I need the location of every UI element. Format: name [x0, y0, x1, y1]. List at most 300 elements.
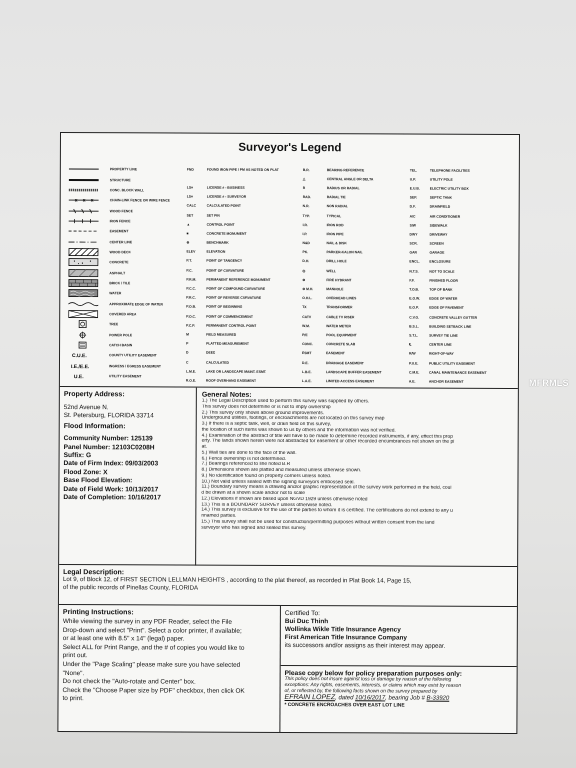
legend-symbol-water-icon	[65, 289, 101, 297]
address-line2: St. Petersburg, FLORIDA 33714	[63, 411, 154, 420]
printing-instruction-line: to print.	[62, 695, 84, 703]
legend-abbr: ESMT	[302, 351, 312, 356]
legend-abbr-label: EASEMENT	[326, 351, 345, 356]
certified-line4: its successors and/or assigns as their interest may appear.	[284, 641, 446, 650]
legend-abbr-item	[187, 210, 297, 220]
svg-text:U.E.: U.E.	[73, 374, 84, 381]
legend-abbr-label: BUILDING SETBACK LINE	[429, 324, 472, 329]
legend-abbr-label: NOT TO SCALE	[429, 269, 455, 274]
legend-abbr-label: ROOF OVERHANG EASEMENT	[205, 378, 257, 383]
legend-abbr: ELEV	[186, 249, 196, 254]
legend-item-brick	[65, 278, 183, 289]
legend-item-concrete	[65, 257, 183, 268]
general-note-line: d be drawn at a shown scale and/or not to scale	[201, 490, 306, 497]
legend-abbr-item	[186, 275, 296, 285]
legend-abbr-item	[302, 239, 408, 249]
legend-item-centerline	[65, 236, 183, 247]
legend-abbr-item	[303, 202, 409, 212]
legend-label: BRICK / TILE	[109, 281, 131, 286]
legend-abbr-label: OVERHEAD LINES	[326, 296, 357, 301]
legend-abbr-item	[409, 303, 517, 313]
legend-abbr-item	[187, 201, 297, 211]
legend-abbr-label: FINISHED FLOOR	[429, 278, 459, 283]
legend-abbr-item	[186, 348, 296, 358]
legend-label: CHAIN-LINK FENCE OR WIRE FENCE	[109, 198, 171, 203]
legend-abbr-item	[186, 238, 296, 248]
legend-abbr: △	[302, 176, 306, 181]
legend-symbol-xline-icon	[66, 196, 102, 204]
legend-symbol-line-icon	[66, 165, 102, 173]
legend-abbr-item	[302, 321, 408, 331]
legend-symbol-concrete-icon	[65, 258, 101, 266]
legend-abbr-item	[302, 248, 408, 258]
legend-abbr-label: RADIUS OR RADIAL	[326, 186, 360, 191]
legend-abbr: FND	[186, 167, 194, 172]
legend-abbr: N&D	[302, 241, 310, 246]
legend-label: PROPERTY LINE	[109, 167, 138, 172]
legend-abbr-item	[302, 257, 408, 267]
certified-line1: Bui Duc Thinh	[284, 617, 329, 625]
legend-abbr-item	[302, 349, 408, 359]
legend-abbr: B.S.L.	[409, 324, 419, 329]
legend-abbr-label: DRAINAGE EASEMENT	[325, 360, 364, 365]
svg-text:x: x	[90, 197, 94, 204]
legend-abbr-item	[303, 220, 409, 230]
legend-abbr: SET	[186, 213, 194, 218]
legend-abbr-item	[186, 293, 296, 303]
legend-column-symbols	[65, 164, 184, 382]
legend-abbr-item	[187, 192, 297, 202]
legend-symbol-hatch-icon	[65, 248, 101, 256]
legend-abbr: TYP.	[302, 213, 310, 218]
legend-label: WOOD FENCE	[109, 208, 134, 213]
legend-abbr-item	[186, 330, 296, 340]
legend-label: UTILITY EASEMENT	[108, 374, 142, 379]
legend-abbr-item	[409, 294, 517, 304]
legend-abbr-label: POINT OF REVERSE CURVATURE	[206, 295, 262, 301]
legend-abbr-label: TOP OF BANK	[429, 287, 453, 292]
general-note-line: 15.) This survey shall not be used for construction/permitting purposes without written consent from the land	[201, 519, 435, 526]
legend-abbr-item	[303, 174, 409, 184]
legend-abbr-item	[302, 275, 408, 285]
printing-instruction-line: Do not check the "Auto-rotate and Center" box.	[62, 678, 196, 686]
legend-symbol-hashline-icon	[66, 207, 102, 215]
legend-item-line	[66, 164, 184, 175]
legend-item-basin	[65, 340, 183, 351]
legend-abbr-label: POINT OF COMPOUND CURVATURE	[206, 286, 266, 291]
legend-item-covered	[65, 309, 183, 320]
legend-abbr-item	[186, 284, 296, 294]
legend-abbr-item	[410, 166, 518, 176]
legend-abbr: T.O.B.	[409, 287, 419, 292]
legend-abbr-label: POINT OF TANGENCY	[206, 259, 243, 264]
printing-instruction-line: Drop-down and select "Print". Select a color printer, if available;	[62, 626, 242, 635]
legend-abbr-label: GARAGE	[429, 250, 445, 255]
address-line1: 52nd Avenue N.	[63, 404, 109, 412]
general-note-line: 9.) No identification found on property corners unless noted.	[201, 473, 332, 479]
legend-abbr-label: DRAINFIELD	[429, 204, 451, 210]
printing-instructions-panel	[58, 605, 281, 732]
base-flood-elevation: Base Flood Elevation:	[63, 477, 133, 485]
legend-item-hatch	[65, 247, 183, 258]
legend-abbr-item	[302, 358, 408, 368]
legend-abbr: E.O.W.	[409, 296, 421, 301]
legend-abbr: CALC	[186, 203, 197, 208]
legend-item-pole	[65, 330, 183, 341]
legal-line2: of the public records of Pinellas County, FLORIDA	[62, 583, 199, 592]
legend-label: ASPHALT	[109, 270, 126, 275]
legend-label: APPROXIMATE EDGE OF WATER	[109, 301, 164, 307]
legend-symbol-wave-icon	[65, 300, 101, 308]
flood-zone: Flood Zone: X	[63, 468, 108, 477]
legend-abbr: C.V.G.	[409, 315, 420, 320]
general-notes-panel	[196, 388, 518, 567]
mls-watermark: MFRMLS	[529, 378, 569, 388]
legend-column-4	[409, 166, 518, 387]
legend-label: CONCRETE	[109, 260, 129, 265]
legend-abbr-item	[409, 358, 517, 368]
legend-abbr-label: SET PIN	[206, 213, 220, 218]
legend-label: WATER	[109, 291, 122, 296]
legend-abbr: PK.	[302, 250, 309, 255]
legend-abbr-label: PUBLIC UTILITY EASEMENT	[428, 361, 476, 366]
legend-abbr: P.T.	[186, 259, 192, 264]
legend-symbol-cue-icon	[65, 351, 101, 359]
legend-abbr-item	[302, 340, 408, 350]
suffix: Suffix: G	[63, 452, 92, 460]
legend-abbr: L.M.E.	[185, 369, 196, 374]
legend-abbr: D.F.	[409, 204, 416, 209]
certified-line2: Wollinka Wikle Title Insurance Agency	[284, 625, 401, 634]
general-note-line: This survey does not determine or is not to imply ownership	[201, 404, 331, 410]
legend-symbol-covered-icon	[65, 310, 101, 318]
legend-abbr-label: CALCULATED POINT	[206, 203, 241, 209]
legend-abbr-item	[186, 266, 296, 276]
legend-abbr: M	[186, 332, 189, 337]
legend-label: COVERED AREA	[109, 312, 137, 317]
legend-abbr: SEP.	[409, 195, 418, 200]
general-note-line: surveyor who has signed and sealed this survey.	[201, 525, 307, 531]
legend-abbr-item	[187, 220, 297, 230]
legend-abbr-label: LICENSE # - BUSINESS	[206, 185, 245, 190]
legend-abbr-label: LAKE OR LANDSCAPE MAINT. ESMT.	[205, 369, 267, 374]
general-note-line: erty. The lands shown herein were not abstracted for easement or other recorded encumbrances not shown on the pl	[201, 438, 455, 445]
legend-label: CENTER LINE	[109, 239, 133, 244]
legend-abbr-label: CENTER LINE	[429, 342, 452, 347]
legend-abbr-label: ANCHOR EASEMENT	[428, 379, 464, 384]
legend-abbr-item	[186, 256, 296, 266]
legend-abbr-item	[302, 294, 408, 304]
legend-abbr-label: BENCHMARK	[206, 240, 229, 245]
legend-abbr-label: FIELD MEASURED	[206, 332, 237, 337]
printing-instructions-heading: Printing Instructions:	[62, 609, 134, 617]
legend-symbol-ue-icon	[65, 372, 101, 380]
svg-text:x: x	[74, 197, 78, 204]
certified-line3: First American Title Insurance Company	[284, 633, 407, 642]
svg-text:I.E./E.E.: I.E./E.E.	[70, 363, 90, 370]
legend-abbr-label: CONTROL POINT	[206, 222, 235, 227]
legend-abbr: CATV	[302, 314, 312, 319]
legend-abbr-label: CALCULATED	[205, 360, 229, 365]
legend-abbr-item	[303, 211, 409, 221]
legend-abbr-label: SIDEWALK	[429, 223, 448, 228]
legend-symbol-basin-icon	[65, 341, 101, 349]
legend-abbr: ENCL.	[409, 259, 420, 265]
legend-abbr-label: WELL	[326, 268, 337, 273]
legend-abbr-item	[187, 229, 297, 239]
legend-item-hashline	[66, 205, 184, 216]
legend-abbr-label: PERMANENT REFERENCE MONUMENT	[206, 277, 271, 282]
legend-abbr-item	[410, 184, 518, 194]
legend-symbol-tree-icon	[65, 320, 101, 328]
general-note-line: 6.) Fence ownership is not determined.	[201, 456, 287, 462]
legend-abbr: ▲	[186, 222, 190, 227]
legend-abbr-label: DRIVEWAY	[429, 232, 448, 237]
legend-abbr-label: DEED	[206, 350, 216, 356]
legend-abbr: LS#	[186, 194, 193, 199]
general-note-line: 4.) Examination of the abstract of title will have to be made to determine recorded instruments, if any, effect this prop	[201, 433, 453, 440]
legend-abbr-item	[186, 339, 296, 349]
printing-instruction-line: or at least one with 8.5" x 14" (legal) paper.	[62, 635, 185, 643]
legend-abbr: L.A.E.	[301, 378, 312, 384]
legend-abbr-label: MANHOLE	[326, 287, 344, 292]
legend-abbr-label: TYPICAL	[326, 213, 342, 218]
legend-abbr-label: PARKER-KALON NAIL	[326, 250, 363, 255]
legend-item-iee	[65, 361, 183, 372]
legend-abbr-item	[302, 367, 408, 377]
legend-abbr: I.P.	[302, 231, 308, 236]
legend-abbr-label: IRON ROD	[326, 222, 344, 227]
legend-abbr: N.R.	[302, 204, 310, 209]
legend-abbr: ◎	[302, 268, 306, 273]
legend-abbr: LS#	[186, 185, 193, 190]
legend-symbol-dash-icon	[66, 227, 102, 235]
legend-item-tree	[65, 319, 183, 330]
legend-label: COUNTY UTILITY EASEMENT	[109, 353, 157, 358]
legend-abbr-item	[409, 377, 517, 387]
legend-abbr-label: POINT OF BEGINNING	[206, 305, 243, 310]
printing-instruction-line: Select ALL for Print Range, and the # of copies you would like to	[62, 643, 245, 652]
legend-label: CONC. BLOCK WALL	[109, 188, 145, 193]
legend-abbr-label: IRON PIPE	[326, 232, 344, 237]
legend-abbr-item	[409, 276, 517, 286]
general-note-line: 14.) This survey is exclusive for the use of the parties to whom it is certified. The certifications do not extend to any u	[201, 507, 453, 514]
legend-abbr-label: EDGE OF WATER	[429, 296, 458, 301]
legend-abbr-label: NAIL & DISK	[326, 241, 347, 246]
community-number: Community Number: 125139	[63, 435, 153, 443]
legend-abbr-item	[186, 312, 296, 322]
general-note-line: 10.) Not valid unless sealed with the signing surveyors embossed seal.	[201, 479, 355, 485]
legend-label: POWER POLE	[109, 332, 133, 337]
legend-abbr: GAR	[409, 250, 418, 255]
legend-abbr: P	[186, 341, 189, 346]
legend-abbr-label: POINT OF COMMENCEMENT	[206, 314, 253, 319]
legend-abbr-item	[409, 368, 517, 378]
legend-abbr-item	[410, 211, 518, 221]
legend-abbr-item	[186, 302, 296, 312]
legend-abbr-item	[409, 349, 517, 359]
job-number: B-33920	[426, 695, 450, 702]
dated-value: 10/16/2017	[355, 695, 386, 702]
general-note-line: at.	[201, 444, 208, 450]
legend-symbol-thick-icon	[66, 176, 102, 184]
legend-abbr: P.C.P.	[186, 323, 196, 328]
general-note-line: 5.) Wall ties are done to the face of the wall.	[201, 450, 297, 456]
property-address-heading: Property Address:	[63, 391, 125, 399]
surveyors-legend	[60, 133, 519, 389]
legend-abbr-item	[186, 376, 296, 386]
legend-symbol-brick-icon	[65, 279, 101, 287]
legal-description-heading: Legal Description:	[63, 569, 125, 577]
legend-abbr: ℄	[409, 342, 412, 347]
bottom-section	[58, 605, 517, 733]
legend-abbr-item	[187, 165, 297, 175]
legend-item-dots	[66, 185, 184, 196]
printing-instruction-line: While viewing the survey in any PDF Reader, select the File	[62, 618, 232, 626]
legend-abbr: A.E.	[408, 379, 416, 384]
legend-abbr: P.C.	[186, 268, 193, 273]
policy-prep-item1: * CONCRETE ENCROACHES OVER EAST LOT LINE	[284, 702, 405, 709]
legend-abbr: C.M.E.	[408, 370, 420, 375]
legend-abbr: TEL.	[409, 168, 418, 173]
legend-abbr: ⊗	[302, 277, 306, 282]
general-note-line: nnamed parties.	[201, 513, 237, 519]
legend-abbr-item	[409, 322, 517, 332]
legend-abbr: R/W	[409, 351, 416, 356]
printing-instruction-line: "None".	[62, 669, 85, 677]
legend-abbr-label: ELECTRIC UTILITY BOX	[429, 186, 469, 191]
legend-abbr: SCR.	[409, 241, 418, 246]
legend-abbr: C	[185, 360, 189, 365]
policy-prep-line2: exceptions: Any rights, easements, interests, or claims which may exist by reason	[284, 682, 462, 689]
legend-abbr: P.O.C.	[186, 314, 196, 319]
flood-info-heading: Flood Information:	[63, 423, 126, 431]
general-notes-list	[201, 399, 513, 533]
legend-abbr: TX	[302, 305, 307, 310]
legend-label: CATCH BASIN	[109, 343, 133, 348]
legend-abbr-label: AIR CONDITIONER	[429, 214, 461, 219]
policy-prep-line3: of, or reflected by, the following facts shown on the survey prepared by	[284, 688, 438, 695]
legend-symbol-asphalt-icon	[65, 269, 101, 277]
legend-abbr-item	[410, 193, 518, 203]
legend-abbr-item	[186, 247, 296, 257]
legend-abbr: D.E.	[301, 360, 309, 365]
legend-item-thick	[66, 174, 184, 185]
legend-label: IRON FENCE	[109, 219, 131, 224]
legend-abbr-label: NON RADIAL	[326, 204, 348, 209]
legend-abbr-label: ENCLOSURE	[429, 260, 451, 265]
legend-abbr-item	[409, 340, 517, 350]
signer-name: EFRAIN LOPEZ	[284, 694, 336, 702]
policy-prep-heading: Please copy below for policy preparation purposes only:	[284, 669, 462, 678]
info-section	[59, 387, 518, 567]
legend-abbr: D.H.	[302, 259, 310, 264]
legend-abbr: R	[302, 186, 306, 191]
general-note-line: Underground utilities, footings, or encroachments are not located on this survey map	[201, 415, 385, 422]
legend-item-dash	[66, 226, 184, 237]
legend-abbr-item	[410, 221, 518, 231]
date-of-firm-index: Date of Firm Index: 09/03/2003	[63, 460, 159, 468]
certified-to-panel	[281, 606, 517, 667]
legend-abbr: P.C.C.	[186, 286, 196, 291]
legend-abbr-item	[186, 357, 296, 367]
legend-abbr: E.O.P.	[409, 305, 419, 310]
general-note-line: 3.) If there is a septic tank, well, or drain field on this survey,	[201, 421, 332, 428]
legend-label: INGRESS / EGRESS EASEMENT	[108, 363, 162, 369]
legend-abbr-label: POOL EQUIPMENT	[326, 333, 357, 338]
legend-abbr: W.M.	[302, 323, 310, 328]
legend-abbr: RAD.	[302, 195, 312, 200]
legend-abbr-item	[409, 267, 517, 277]
legend-title: Surveyor's Legend	[238, 141, 342, 155]
legend-abbr: P.O.B.	[186, 304, 196, 310]
legend-abbr-label: POINT OF CURVATURE	[206, 268, 245, 273]
legend-symbol-centerline-icon	[66, 238, 102, 246]
legend-abbr: ⊚ M.H.	[302, 287, 314, 292]
legend-abbr-label: CONCRETE VALLEY GUTTER	[429, 315, 478, 320]
legend-abbr-item	[409, 239, 517, 249]
general-note-line: 1.) The Legal Description used to perform this survey was supplied by others.	[201, 398, 370, 405]
legend-abbr-item	[409, 313, 517, 323]
legend-abbr-item	[187, 183, 297, 193]
date-of-field-work: Date of Field Work: 10/13/2017	[63, 485, 159, 494]
legend-abbr-item	[303, 193, 409, 203]
legend-abbr-label: PLATTED MEASUREMENT	[206, 341, 249, 346]
legend-abbr: E.U.B.	[409, 186, 420, 191]
general-note-line: 8.) Dimensions shown are platted and measured unless otherwise shown.	[201, 467, 362, 474]
legend-abbr: R.O.E.	[185, 378, 197, 383]
legend-abbr-label: CONCRETE SLAB	[326, 342, 356, 347]
legend-label: STRUCTURE	[109, 177, 131, 182]
policy-preparation-panel	[280, 666, 516, 733]
legend-abbr-label: BEARING REFERENCE	[326, 167, 365, 172]
legend-abbr-item	[409, 285, 517, 295]
legend-abbr: A/C	[409, 214, 416, 219]
panel-number: Panel Number: 12103C0208H	[63, 443, 155, 452]
legend-abbr-label: SEPTIC TANK	[429, 195, 453, 200]
legend-column-2	[186, 165, 297, 386]
legend-abbr: N.T.S.	[409, 269, 419, 274]
legend-abbr-label: LIMITED ACCESS EASEMENT	[325, 379, 375, 384]
svg-text:C.U.E.: C.U.E.	[72, 353, 87, 360]
survey-sheet	[57, 132, 520, 734]
legend-abbr-item	[409, 257, 517, 267]
legend-abbr-item	[302, 312, 408, 322]
legend-abbr-label: LICENSE # - SURVEYOR	[206, 194, 247, 199]
legend-abbr-item	[410, 230, 518, 240]
legend-symbol-dots-icon	[66, 186, 102, 194]
legend-column-3	[302, 165, 409, 386]
legend-abbr-label: SCREEN	[429, 241, 444, 246]
certified-heading: Certified To:	[284, 609, 320, 618]
legend-abbr-label: DRILL HOLE	[326, 259, 347, 264]
legend-abbr-label: LANDSCAPE BUFFER EASEMENT	[325, 369, 382, 375]
legend-item-wave	[65, 298, 183, 309]
legend-abbr-label: UTILITY POLE	[429, 177, 453, 182]
legend-item-asphalt	[65, 267, 183, 278]
legend-symbol-hashline2-icon	[66, 217, 102, 225]
legend-label: WOOD DECK	[109, 250, 131, 255]
legend-abbr-item	[302, 376, 408, 386]
legend-abbr-item	[302, 330, 408, 340]
legend-abbr-label: CENTRAL ANGLE OR DELTA	[326, 176, 374, 182]
printing-instruction-line: Check the "Choose Paper size by PDF" checkbox, then click OK	[62, 686, 245, 695]
legal-line1: Lot 9, of Block 12, of FIRST SECTION LELLMAN HEIGHTS , according to the plat thereof, as recorded in Plat Book 14, Page 15,	[63, 576, 412, 585]
legend-abbr-label: WATER METER	[326, 323, 351, 329]
general-note-line: 11.) Boundary survey means a drawing and/or graphic representation of the survey work performed in the field, coul	[201, 484, 452, 491]
legend-abbr: S.T.L.	[409, 333, 418, 338]
legend-abbr-label: CANAL MAINTENANCE EASEMENT	[428, 370, 487, 375]
